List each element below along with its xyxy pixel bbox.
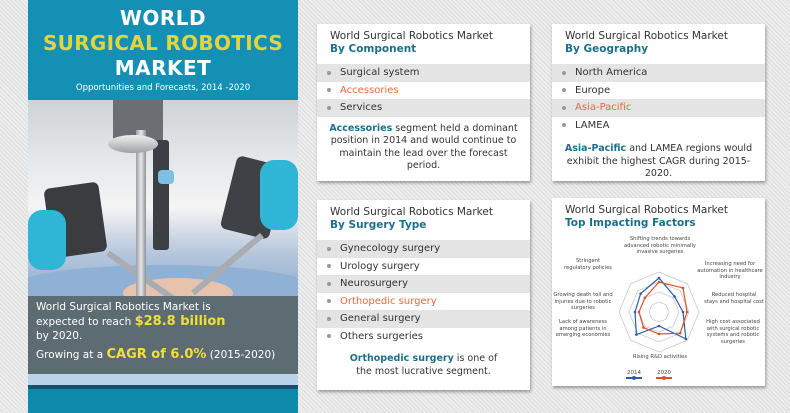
card-kicker: World Surgical Robotics Market [330,30,493,42]
radar-label-automation: Increasing need for automation in healthcare industry [697,261,763,280]
note-highlight: Accessories [329,122,393,134]
radar-grid-ring [649,302,669,322]
hero-title-market: MARKET [114,56,212,80]
bullet-icon [327,264,331,268]
legend-swatch-orange [656,377,672,379]
radar-point [658,325,661,328]
card-heading: By Surgery Type [330,219,427,231]
hero-panel [28,0,298,413]
list-item-label: Asia-Pacific [575,102,632,114]
radar-label-high-cost: High cost associated with surgical robotic systems and robotic surgeries [706,319,760,345]
card-heading: Top Impacting Factors [565,217,696,229]
note-highlight: Orthopedic surgery [349,353,454,364]
radar-label-shifting-trends: Shifting trends towards advanced robotic minimally invasive surgeries [623,236,697,255]
radar-label-regulatory: Stringent regulatory policies [563,258,612,271]
hero-header [28,0,298,100]
bullet-icon [327,282,331,286]
bullet-icon [562,106,566,110]
forecast-prefix: expected to reach [36,316,135,328]
list-item [317,258,530,276]
card-note [552,134,765,181]
note-text: is one of the most lucrative segment. [356,353,498,377]
cagr-period: (2015-2020) [206,349,276,361]
list-item-label: Europe [575,84,611,96]
radar-label-lack-awareness: Lack of awareness among patients in emerging economies [555,319,611,338]
list-item-label: Accessories [340,84,399,96]
bullet-icon [327,247,331,251]
card-by-surgery-type [317,200,530,390]
market-forecast-box [28,296,298,374]
cagr-prefix: Growing at a [36,349,107,361]
list-item [552,99,765,117]
blue-valve-shape [158,170,174,184]
radar-point [638,311,641,314]
card-by-geography [552,24,765,181]
card-kicker: World Surgical Robotics Market [565,30,728,42]
legend-swatch-blue [626,377,642,379]
list-item-label: Gynecology surgery [340,243,441,255]
radar-point [642,326,645,329]
list-item-label: Surgical system [340,67,420,79]
radar-legend [626,370,672,379]
cagr-value: CAGR of 6.0% [106,347,207,362]
list-item [317,82,530,100]
camera-housing-shape [153,140,169,250]
list-item-label: Orthopedic surgery [340,295,437,307]
list-item [317,240,530,258]
list-item-label: Neurosurgery [340,278,408,290]
note-text: segment held a dominant position in 2014 and would continue to maintain the lead over the forecast period. [330,122,518,171]
hero-band-light [28,374,298,385]
list-item-label: Urology surgery [340,260,420,272]
radar-point [679,332,682,335]
list-item-label: General surgery [340,313,421,325]
forecast-line-1: World Surgical Robotics Market is [36,301,211,313]
forecast-line-2 [36,314,290,330]
card-header [317,24,530,60]
list-item-label: LAMEA [575,119,610,131]
card-header [317,200,530,236]
legend-label: 2020 [657,370,671,376]
card-note [317,117,530,173]
forecast-line-3: by 2020. [36,330,83,342]
list-item [317,310,530,328]
bullet-icon [327,317,331,321]
list-item-label: North America [575,67,648,79]
bullet-icon [327,106,331,110]
card-top-impacting-factors [552,198,765,386]
radar-point [635,333,638,336]
list-item [317,328,530,346]
list-item [552,117,765,135]
card-heading: By Component [330,43,417,55]
radar-point [685,338,688,341]
hero-subtitle: Opportunities and Forecasts, 2014 -2020 [75,83,251,93]
radar-point [682,311,685,314]
radar-label-rnd: Rising R&D activities [632,354,688,360]
hero-title-world: WORLD [119,6,207,30]
list-item [552,64,765,82]
hero-title-main: SURGICAL ROBOTICS [42,31,284,55]
radar-point [634,311,637,314]
instrument-shaft-shape [136,130,146,296]
note-highlight: Asia-Pacific [564,143,627,154]
radar-point [644,297,647,300]
card-header [552,24,765,60]
legend-label: 2014 [627,370,641,376]
list-item [317,99,530,117]
card-by-component [317,24,530,181]
surgery-type-list [317,240,530,345]
list-item-label: Others surgeries [340,330,424,342]
card-header [552,198,765,234]
legend-item-2014 [626,370,642,379]
radar-chart [552,230,765,386]
bullet-icon [562,123,566,127]
card-heading: By Geography [565,43,649,55]
card-kicker: World Surgical Robotics Market [565,204,728,216]
bullet-icon [327,299,331,303]
trocar-funnel-shape [108,135,158,153]
radar-point [658,281,661,284]
radar-point [673,295,676,298]
radar-point [658,333,661,336]
radar-point [686,311,689,314]
card-note [317,345,530,378]
legend-item-2020 [656,370,672,379]
component-list [317,64,530,117]
forecast-value: $28.8 billion [134,314,226,329]
list-item [317,293,530,311]
bullet-icon [327,71,331,75]
radar-point [658,277,661,280]
radar-label-reduced-stays: Reduced hospital stays and hospital cost [704,292,764,305]
note-text: and LAMEA regions would exhibit the highest CAGR during 2015-2020. [566,143,753,179]
radar-point [682,287,685,290]
geography-list [552,64,765,134]
cagr-line [36,347,290,363]
hero-band-dark [28,385,298,389]
bullet-icon [562,88,566,92]
radar-point [639,292,642,295]
list-item [317,64,530,82]
bullet-icon [562,71,566,75]
list-item [552,82,765,100]
robot-left-cap-shape [28,210,66,270]
list-item-label: Services [340,102,383,114]
radar-label-death-toll: Growing death toll and injuries due to robotic surgeries [553,292,613,311]
robot-right-cap-shape [260,160,298,230]
surgical-robot-image [28,100,298,296]
bullet-icon [327,334,331,338]
bullet-icon [327,88,331,92]
card-kicker: World Surgical Robotics Market [330,206,493,218]
list-item [317,275,530,293]
radar-series-2020 [639,282,687,334]
